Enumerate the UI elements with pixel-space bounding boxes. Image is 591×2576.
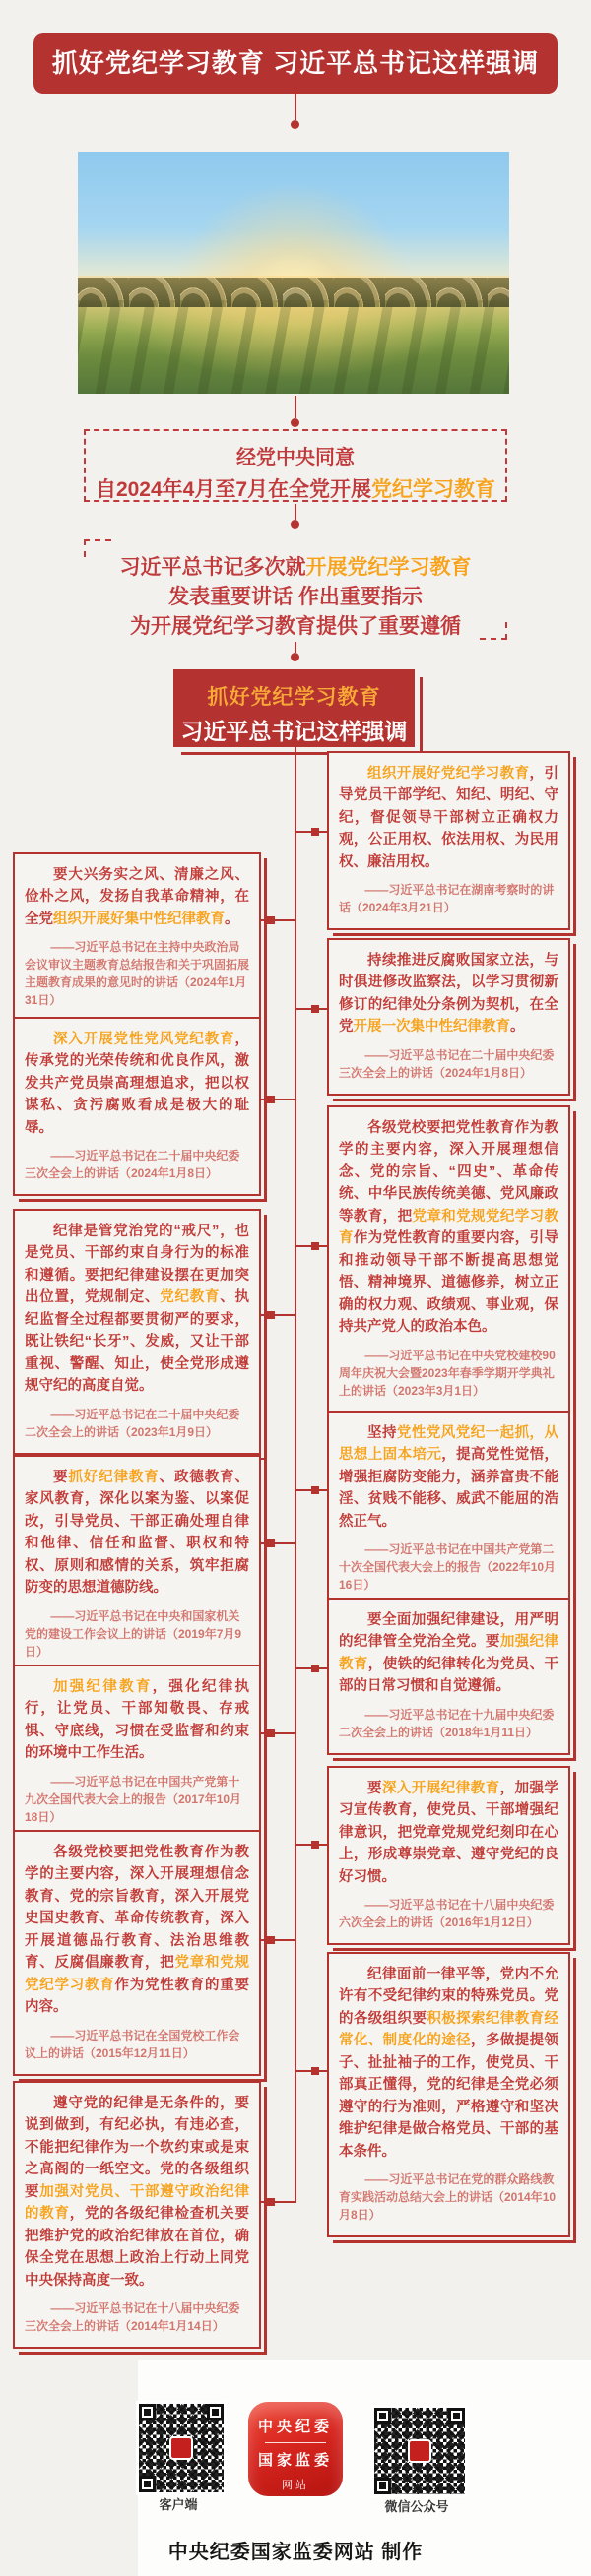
ccdi-app-icon <box>248 2402 343 2496</box>
highlighted-text: 党章和党规党纪学习教育 <box>339 1208 559 1247</box>
section-title-line1: 抓好党纪学习教育 <box>207 686 381 709</box>
plain-text: ，传承党的光荣传统和优良作风，激发共产党员崇高理想追求，把以权谋私、贪污腐败看成是极大的耻辱。 <box>25 1032 249 1136</box>
corner-bracket-topleft <box>84 539 111 557</box>
quote-text <box>339 1609 558 1698</box>
plain-text: ，多做提提领子、扯扯袖子的工作，使党员、干部真正懂得，党的纪律是全党必须遵守的行为准则，严格遵守和坚决维护纪律是做合格党员、干部的基本条件。 <box>339 2033 559 2160</box>
quote-source: ——习近平总书记在中国共产党第十九次全国代表大会上的报告（2017年10月18日） <box>25 1774 242 1824</box>
highlighted-text: 党性党风党纪一起抓，从思想上固本培元 <box>339 1425 559 1464</box>
plain-text: 各级党校要把党性教育作为教学的主要内容，深入开展理想信念、党的宗旨、“四史”、革命传统、中华民族传统美德、党风廉政等教育，把 <box>339 1120 558 1225</box>
timeline-connector-line <box>260 1314 296 1316</box>
statement-line <box>84 553 507 583</box>
quote-text <box>339 1778 558 1888</box>
footer-credit: 中央纪委国家监委网站 制作 <box>167 2542 424 2563</box>
quote-card <box>13 2081 261 2349</box>
timeline-connector-square <box>311 1486 319 1494</box>
quote-text <box>25 864 249 930</box>
quote-source: ——习近平总书记在中央党校建校90周年庆祝大会暨2023年春季学期开学典礼上的讲话（2023年3月1日） <box>339 1348 556 1398</box>
qr-finder-icon <box>374 2478 391 2494</box>
plain-text: 要全面加强纪律建设，用严明的纪律管全党治全党。要 <box>339 1612 558 1651</box>
connector-dot <box>291 653 299 661</box>
connector-line <box>295 504 296 520</box>
quote-text <box>339 950 558 1038</box>
highlighted-text: 开展一次集中性纪律教育 <box>353 1019 510 1036</box>
plain-text: 纪律是管党治党的“戒尺”，也是党员、干部约束自身行为的标准和遵循。要把纪律建设摆在更加突出位置，党规制定、 <box>25 1224 249 1306</box>
timeline-connector-square <box>311 2067 319 2075</box>
quote-card <box>13 1017 261 1196</box>
quote-source: ——习近平总书记在党的群众路线教育实践活动总结大会上的讲话（2014年10月8日） <box>339 2172 557 2223</box>
quote-source: ——习近平总书记在十八届中央纪委三次全会上的讲话（2014年1月14日） <box>25 2301 240 2334</box>
corner-bracket-bottomright <box>480 622 507 640</box>
plain-text: 作为党性教育的重要内容，引导和推动领导干部不断提高思想觉悟、精神境界、道德修养，树立正确的权力观、政绩观、事业观，保持共产党人的政治本色。 <box>339 1230 559 1336</box>
timeline-connector-square <box>311 1841 319 1849</box>
timeline-connector-square <box>267 916 275 924</box>
connector-dot <box>291 520 299 529</box>
plain-text: 要 <box>367 1781 382 1796</box>
plain-text: 、政德教育、家风教育，深化以案为鉴、以案促改，引导党员、干部正确处理自律和他律、信任和监督、职权和特权、原则和感情的关系，筑牢拒腐防变的思想道德防线。 <box>25 1470 249 1597</box>
highlighted-text: 组织开展好集中性纪律教育 <box>53 911 225 927</box>
qr-code-wechat <box>371 2405 468 2497</box>
quote-card <box>327 938 570 1096</box>
quote-text <box>25 1676 249 1765</box>
plain-text: 遵守党的纪律是无条件的，要说到做到，有纪必执，有违必查，不能把纪律作为一个软约束或是束之高阁的一纸空文。党的各级组织要 <box>25 2096 249 2200</box>
plain-text: 各级党校要把党性教育作为教学的主要内容，深入开展理想信念教育、党的宗旨教育，深入开展党史国史教育、革命传统教育，深入开展道德品行教育、法治思维教育、反腐倡廉教育，把 <box>25 1845 249 1972</box>
section-title-box <box>173 669 415 747</box>
quote-card <box>13 852 261 1023</box>
quote-card <box>327 1952 570 2237</box>
qr-finder-icon <box>139 2476 156 2492</box>
quote-text <box>25 1029 249 1139</box>
plain-text: ，加强学习宣传教育，使党员、干部增强纪律意识，把党章党规党纪刻印在心上，形成尊崇党章、遵守党纪的良好习惯。 <box>339 1781 559 1885</box>
timeline-connector-line <box>260 2201 296 2203</box>
plain-text: 持续推进反腐败国家立法，与时俱进修改监察法，以学习贯彻新修订的纪律处分条例为契机，在全党 <box>339 953 558 1036</box>
plain-text: ，引导党员干部学纪、知纪、明纪、守纪，督促领导干部树立正确权力观，公正用权、依法用权、为民用权、廉洁用权。 <box>339 766 559 870</box>
highlighted-text: 开展党纪学习教育 <box>305 556 472 579</box>
connector-line <box>295 396 296 418</box>
timeline-connector-square <box>311 1242 319 1250</box>
app-icon-line1: 中央纪委 <box>257 2419 333 2435</box>
plain-text: ，党的各级纪律检查机关要把维护党的政治纪律放在首位，确保全党在思想上政治上行动上同党中央保持高度一致。 <box>25 2206 249 2289</box>
plain-text: ，提高党性觉悟，增强拒腐防变能力，涵养富贵不能淫、贫贱不能移、威武不能屈的浩然正气。 <box>339 1447 558 1530</box>
timeline-connector-square <box>267 1311 275 1319</box>
quote-card <box>327 1766 570 1945</box>
highlighted-text: 党纪学习教育 <box>371 478 496 501</box>
quote-text <box>25 2093 249 2292</box>
timeline-connector-square <box>267 1539 275 1547</box>
highlighted-text: 加强纪律教育 <box>53 1679 153 1695</box>
plain-text: 自2024年4月至7月在全党开展 <box>95 478 372 501</box>
qr-pattern <box>374 2408 465 2494</box>
plain-text: 习近平总书记多次就 <box>119 556 306 579</box>
section-title-line2: 习近平总书记这样强调 <box>180 719 408 744</box>
quote-card <box>13 1665 261 1840</box>
timeline-connector-line <box>260 1542 296 1544</box>
highlighted-text: 加强纪律教育 <box>339 1634 559 1672</box>
plain-text: ，强化纪律执行，让党员、干部知敬畏、存戒惧、守底线，习惯在受监督和约束的环境中工作生活。 <box>25 1679 250 1762</box>
quote-source: ——习近平总书记在二十届中央纪委三次全会上的讲话（2024年1月8日） <box>25 1149 240 1181</box>
plain-text: 要 <box>53 1470 69 1485</box>
quote-source: ——习近平总书记在二十届中央纪委二次全会上的讲话（2023年1月9日） <box>25 1407 240 1439</box>
qr-finder-icon <box>207 2404 224 2420</box>
quote-source: ——习近平总书记在中央和国家机关党的建设工作会议上的讲话（2019年7月9日） <box>25 1608 242 1659</box>
photo-haze <box>78 276 509 335</box>
quote-text <box>339 1117 558 1339</box>
quote-card <box>13 1209 261 1455</box>
timeline-connector-square <box>267 1096 275 1103</box>
quote-source: ——习近平总书记在全国党校工作会议上的讲话（2015年12月11日） <box>25 2028 240 2060</box>
quote-card <box>327 751 570 930</box>
quote-card <box>327 1598 570 1755</box>
highlighted-text: 深入开展纪律教育 <box>381 1781 500 1796</box>
highlighted-text: 组织开展好党纪学习教育 <box>367 766 530 782</box>
quote-text <box>339 1964 558 2163</box>
qr-left-label: 客户端 <box>159 2497 198 2512</box>
timeline-spine <box>295 747 296 2203</box>
quote-card <box>13 1830 261 2076</box>
timeline-connector-line <box>260 1099 296 1100</box>
quote-text <box>25 1467 249 1600</box>
page-title: 抓好党纪学习教育 习近平总书记这样强调 <box>33 33 558 94</box>
qr-finder-icon <box>139 2404 156 2420</box>
quote-card <box>327 1411 570 1607</box>
highlighted-text: 加强对党员、干部遵守政治纪律的教育 <box>25 2183 249 2223</box>
connector-line <box>295 642 296 653</box>
qr-finder-icon <box>448 2408 465 2424</box>
highlighted-text: 积极探索纪律教育经常化、制度化的途径 <box>339 2010 559 2049</box>
sunrise-photo <box>78 152 509 394</box>
app-icon-line2: 国家监委 <box>257 2453 333 2469</box>
qr-pattern <box>139 2404 224 2492</box>
timeline-connector-square <box>267 2198 275 2206</box>
qr-code-app <box>136 2401 227 2495</box>
quote-text <box>25 1842 249 2019</box>
connector-dot <box>291 418 299 427</box>
plain-text: 坚持 <box>367 1425 397 1441</box>
quote-source: ——习近平总书记在十八届中央纪委六次全会上的讲话（2016年1月12日） <box>339 1898 555 1930</box>
timeline-connector-line <box>260 1939 296 1941</box>
quote-text <box>339 763 558 873</box>
timeline-connector-line <box>260 1732 296 1734</box>
statement-block <box>84 539 507 640</box>
plain-text: 、执纪监督全过程都要贯彻严的要求，既让铁纪“长牙”、发威，又让干部重视、警醒、知止，使全党形成遵规守纪的高度自觉。 <box>25 1289 249 1395</box>
timeline-connector-line <box>260 919 296 921</box>
plain-text: ，使铁的纪律转化为党员、干部的日常习惯和自觉遵循。 <box>339 1656 559 1695</box>
app-icon-divider <box>265 2442 326 2443</box>
timeline-connector-square <box>311 828 319 836</box>
plain-text: 要大兴务实之风、清廉之风、俭朴之风，发扬自我革命精神，在全党 <box>25 867 249 927</box>
qr-center-logo-icon <box>408 2439 431 2463</box>
quote-card <box>327 1105 570 1414</box>
statement-line <box>84 583 507 612</box>
connector-dot <box>291 120 299 129</box>
app-icon-line3: 网站 <box>282 2480 309 2491</box>
intro-line1: 经党中央同意 <box>236 447 355 469</box>
highlighted-text: 抓好纪律教育 <box>68 1470 160 1485</box>
timeline-connector-square <box>267 1936 275 1944</box>
quote-source: ——习近平总书记在主持中央政治局会议审议主题教育总结报告和关于巩固拓展主题教育成果的意见时的讲话（2024年1月31日） <box>25 940 250 1008</box>
qr-center-logo-icon <box>169 2436 193 2460</box>
quote-source: ——习近平总书记在中国共产党第二十次全国代表大会上的报告（2022年10月16日） <box>339 1542 557 1593</box>
quote-source: ——习近平总书记在十九届中央纪委二次全会上的讲话（2018年1月11日） <box>339 1707 555 1739</box>
plain-text: 为开展党纪学习教育提供了重要遵循 <box>130 615 461 638</box>
intro-line2 <box>86 473 505 503</box>
plain-text: 。 <box>225 911 239 927</box>
qr-finder-icon <box>374 2408 391 2424</box>
plain-text: 发表重要讲话 作出重要指示 <box>168 586 423 608</box>
timeline-connector-square <box>311 1665 319 1672</box>
quote-text <box>339 1422 558 1533</box>
quote-card <box>13 1455 261 1674</box>
highlighted-text: 党章和党规党纪学习教育 <box>25 1955 249 1993</box>
timeline-connector-square <box>311 1005 319 1013</box>
timeline-connector-square <box>267 1729 275 1737</box>
plain-text: 作为党性教育的重要内容。 <box>25 1977 249 2016</box>
quote-text <box>25 1221 249 1398</box>
connector-line <box>295 94 296 120</box>
plain-text: 纪律面前一律平等，党内不允许有不受纪律约束的特殊党员。党的各级组织要 <box>339 1967 558 2027</box>
quote-source: ——习近平总书记在二十届中央纪委三次全会上的讲话（2024年1月8日） <box>339 1047 555 1080</box>
highlighted-text: 党纪教育 <box>160 1289 221 1306</box>
intro-dashed-box <box>84 429 507 502</box>
plain-text: 。 <box>510 1019 525 1036</box>
quote-source: ——习近平总书记在湖南考察时的讲话（2024年3月21日） <box>339 883 555 915</box>
statement-line <box>84 612 507 642</box>
highlighted-text: 深入开展党性党风党纪教育 <box>53 1032 235 1047</box>
qr-right-label: 微信公众号 <box>384 2499 449 2514</box>
